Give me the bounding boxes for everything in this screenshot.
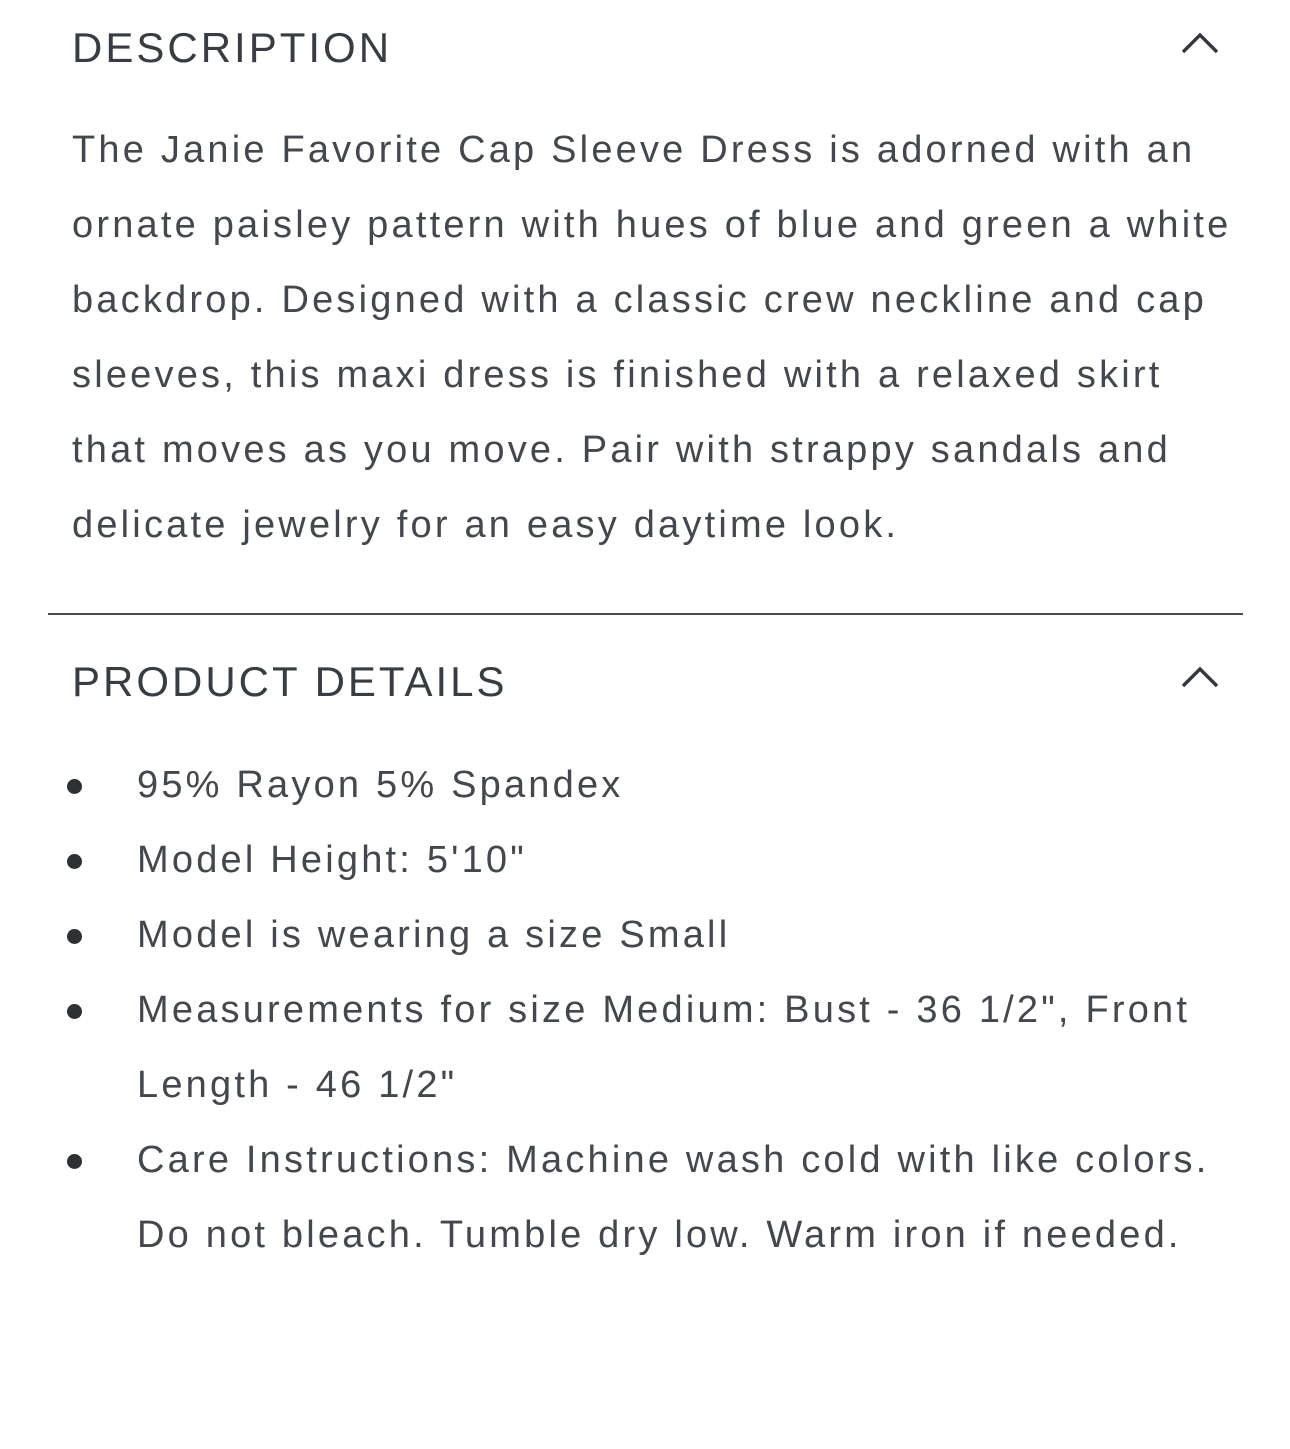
list-item-measurements: Measurements for size Medium: Bust - 36 1/2", Front Length - 46 1/2" — [72, 973, 1232, 1123]
description-accordion-header[interactable] — [72, 24, 1232, 71]
bullet-icon — [67, 1004, 82, 1019]
list-item-model-height: Model Height: 5'10" — [72, 823, 1232, 898]
product-details-list — [72, 748, 1232, 1273]
product-details-accordion-header[interactable] — [72, 658, 1232, 705]
list-item-fabric: 95% Rayon 5% Spandex — [72, 748, 1232, 823]
list-item-model-size: Model is wearing a size Small — [72, 898, 1232, 973]
description-title: DESCRIPTION — [72, 24, 393, 71]
product-details-title: PRODUCT DETAILS — [72, 658, 508, 705]
description-section — [0, 24, 1290, 563]
bullet-icon — [67, 779, 82, 794]
chevron-up-icon[interactable] — [1180, 665, 1220, 689]
description-text: The Janie Favorite Cap Sleeve Dress is adorned with an ornate paisley pattern with hues of blue and green a white backdrop. Designed with a classic crew neckline and cap sleeves, this maxi dress is finished with a relaxed skirt that moves as you move. Pair with strappy sandals and delicate jewelry for an easy daytime look. — [72, 129, 1232, 546]
chevron-up-icon[interactable] — [1180, 31, 1220, 55]
section-divider — [48, 613, 1243, 615]
bullet-icon — [67, 1154, 82, 1169]
bullet-icon — [67, 929, 82, 944]
list-item-care-instructions: Care Instructions: Machine wash cold with like colors. Do not bleach. Tumble dry low. Warm iron if needed. — [72, 1123, 1232, 1273]
product-details-section — [0, 658, 1290, 1273]
bullet-icon — [67, 854, 82, 869]
